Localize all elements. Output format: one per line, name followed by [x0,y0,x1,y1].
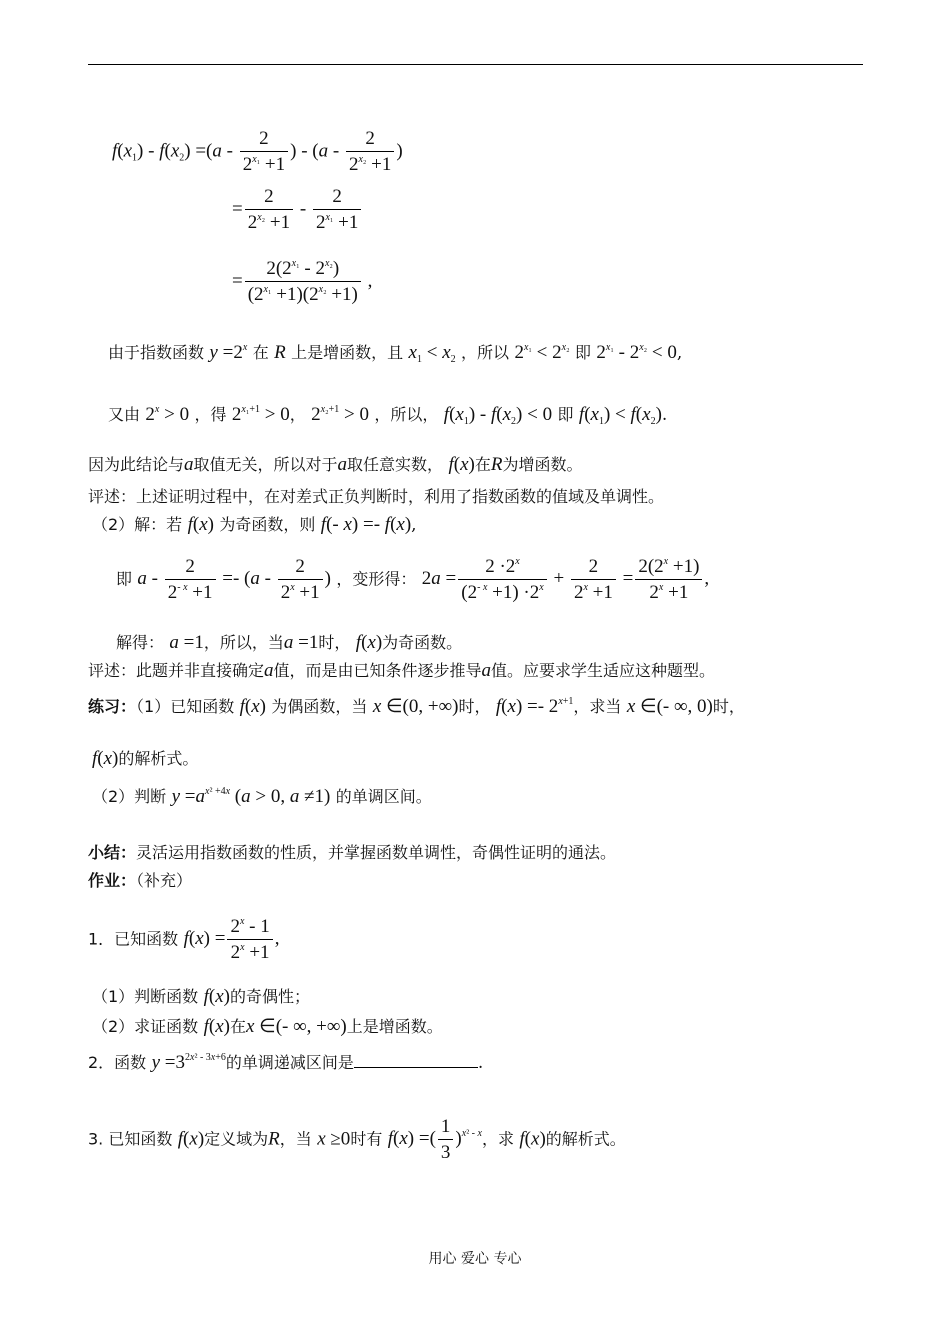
text: （补充） [136,871,193,890]
homework-1-1: （1）判断函数 f(x)的奇偶性； [92,986,310,1007]
text: 时， [318,633,351,652]
text: 由于指数函数 [108,343,205,362]
text: 小结： [88,843,137,862]
text: 为增函数。 [502,455,583,474]
text: 在 [474,455,491,474]
homework-3: 3. 已知函数 f(x)定义域为R，当 x ≥0时有 f(x) =( $\frac{1}{3}$ )$^{x^2 - x}$，求 f(x)的解析式。 [88,1116,626,1163]
text: 1．已知函数 [88,929,179,949]
text: 取值无关，所以对于 [193,455,338,474]
text: ，求 [481,1129,514,1149]
text: 取任意实数， [347,455,444,474]
text: 上是增函数。 [346,1017,443,1036]
text: 值。应要求学生适应这种题型。 [491,661,716,680]
comment-1: 评述：上述证明过程中，在对差式正负判断时，利用了指数函数的值域及单调性。 [88,487,665,506]
comment-2: 评述：此题并非直接确定a值，而是由已知条件逐步推导a值。应要求学生适应这种题型。 [88,660,716,681]
homework-header [88,868,192,891]
header-rule [88,64,863,65]
solve-line: 解得： a =1，所以，当a =1时， f(x)为奇函数。 [116,632,463,653]
paragraph-positive: 又由 $2^x > 0$ ，得 $2^{x_1+1} > 0$， $2^{x_2+1} > 0$ ，所以， $f(x_1) - f(x_2) < 0$ 即 $f(x_1) < f(x_2)$. [108,404,668,427]
text: 在 [252,343,269,362]
equation-line-2: = $\frac{2}{2^{x_2} +1}$ - $\frac{2}{2^{x_1} +1}$ [232,186,363,234]
text: 为偶函数，当 [271,697,368,716]
text: 因为此结论与 [88,455,185,474]
text: 即 [116,569,133,589]
equation-line-1: $f(x_1) - f(x_2) =(a$ - $\frac{2}{2^{x_1} +1}$ ) - (a - $\frac{2}{2^{x_2} +1}$ ) [112,128,403,175]
text: 解得： [116,633,165,652]
text: 练习： [88,697,137,716]
text: 的奇偶性； [229,987,310,1006]
text: 为奇函数，则 [219,515,316,534]
text: （1）判断函数 [92,987,199,1006]
text: （2）判断 [92,787,167,806]
text: ，求当 [573,697,622,716]
homework-1: 1．已知函数 f(x) = $\frac{2^x - 1}{2^x +1}$ , [88,916,280,963]
summary [88,840,616,863]
text: 2．函数 [88,1053,147,1072]
text: 值，而是由已知条件逐步推导 [273,661,482,680]
equation-line-3: = $\frac{2(2^{x_1} - 2^{x_2})}{(2^{x_1} +1)(2^{x_2} +1)}$ , [232,258,373,305]
answer-blank[interactable] [354,1053,478,1068]
text: 为奇函数。 [382,633,463,652]
text: ，所以， [374,405,439,424]
exercise-2: （2）判断 $y =a^{x^2 +4x}$ (a > 0, a ≠1) 的单调区间。 [92,786,432,807]
homework-2: 2．函数 $y =3^{2x^2 - 3x+6}$的单调递减区间是 . [88,1052,484,1073]
text: 的单调递减区间是 [225,1053,354,1072]
text: ，变形得： [336,569,417,589]
text: ，所以，当 [203,633,284,652]
page-footer: 用心 爱心 专心 [428,1251,522,1267]
text: 评述：此题并非直接确定 [88,661,265,680]
part-2-solution: （2）解：若 f(x) 为奇函数，则 f(- x) =- f(x), [92,514,417,535]
text: ，所以 [461,343,510,362]
text: 作业： [88,871,137,890]
text: 的单调区间。 [335,787,432,806]
text: 定义域为 [204,1129,269,1149]
text: （1）已知函数 [136,697,235,716]
text: 的解析式。 [118,749,199,768]
exercise-1: 练习：（1）已知函数 f(x) 为偶函数，当 x ∈(0, +∞)时， $f(x) =- 2^{x+1}$，求当 x ∈(- ∞, 0)时， [88,696,745,717]
text: 灵活运用指数函数的性质，并掌握函数单调性，奇偶性证明的通法。 [136,843,617,862]
text: ，得 [194,405,227,424]
text: 在 [229,1017,246,1036]
text: 即 [557,405,574,424]
text: 上是增函数，且 [291,343,404,362]
text: 3. 已知函数 [88,1129,173,1149]
text: （2）解：若 [92,515,183,534]
text: 时， [712,697,745,716]
paragraph-monotonic: 由于指数函数 $y =2^x$ 在 R 上是增函数，且 $x_1 < x_2$ ，所以 $2^{x_1} < 2^{x_2}$ 即 $2^{x_1} - 2^{x_2} < 0$, [108,342,683,365]
exercise-1-cont: f(x)的解析式。 [92,748,199,769]
odd-derivation: 即 a - $\frac{2}{2^{- x} +1}$ =- (a - $\frac{2}{2^x +1}$ ) ，变形得： 2a = $\frac{2 \cdot 2^x}{(2^{- x} +1) \cdot 2^x}$ + $\frac{2}{2^x +1}$ = $\frac{2(2^x +1)}{2^x +1}$ , [116,556,710,603]
text: ，当 [279,1129,312,1149]
text: 时， [458,697,491,716]
text: 的解析式。 [545,1129,626,1149]
text: 又由 [108,405,141,424]
text: 即 [575,343,592,362]
text: （2）求证函数 [92,1017,199,1036]
text: ， [289,405,306,424]
paragraph-conclusion: 因为此结论与a取值无关，所以对于a取任意实数， f(x)在R为增函数。 [88,454,583,475]
homework-1-2: （2）求证函数 f(x)在x ∈(- ∞, +∞)上是增函数。 [92,1016,443,1037]
text: 时有 [350,1129,383,1149]
